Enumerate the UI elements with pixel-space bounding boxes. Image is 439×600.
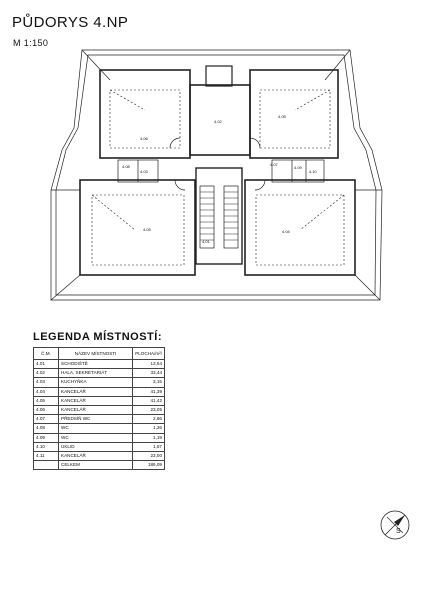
table-row: [34, 452, 165, 461]
room-area: 1,26: [133, 424, 165, 433]
room-name: KUCHYŇKA: [59, 378, 133, 387]
room-label: 4.07: [270, 162, 278, 167]
room-area: 41,39: [133, 387, 165, 396]
room-number: 4.06: [34, 406, 59, 415]
table-row: [34, 360, 165, 369]
legend-title: LEGENDA MÍSTNOSTÍ:: [33, 331, 162, 343]
room-area: 1,67: [133, 442, 165, 451]
roof-inner-outline: [56, 55, 376, 295]
table-row: [34, 406, 165, 415]
room-number: 4.04: [34, 387, 59, 396]
room-label: 4.06: [140, 136, 148, 141]
total-area: 186,09: [133, 461, 165, 470]
room-number: 4.11: [34, 452, 59, 461]
room-label: 4.05: [278, 114, 286, 119]
room-area: 41,42: [133, 396, 165, 405]
table-row: [34, 369, 165, 378]
north-arrow-icon: [378, 508, 412, 542]
room-area: 13,64: [133, 360, 165, 369]
room-label: 4.10: [309, 169, 317, 174]
room-number: 4.07: [34, 415, 59, 424]
room-area: 23,00: [133, 452, 165, 461]
total-row: [34, 461, 165, 470]
room-area: 2,66: [133, 415, 165, 424]
room-name: WC: [59, 433, 133, 442]
room-area: 33,44: [133, 369, 165, 378]
room-number: 4.08: [34, 424, 59, 433]
col-header: Č.M.: [34, 348, 59, 360]
room-area: 23,05: [133, 406, 165, 415]
table-row: [34, 387, 165, 396]
room-name: SCHODIŠTĚ: [59, 360, 133, 369]
room-label: 4.01: [202, 239, 210, 244]
room-name: WC: [59, 424, 133, 433]
room-name: PŘEDSÍŇ WC: [59, 415, 133, 424]
room-number: 4.02: [34, 369, 59, 378]
room-number: 4.01: [34, 360, 59, 369]
table-row: [34, 415, 165, 424]
table-row: [34, 396, 165, 405]
room-label: 4.08: [122, 164, 130, 169]
col-header: NÁZEV MÍSTNOSTI: [59, 348, 133, 360]
room-label: 4.02: [214, 119, 222, 124]
scale-label: M 1:150: [13, 38, 49, 48]
room-label: 4.09: [294, 165, 302, 170]
north-arrow-letter: S: [396, 528, 401, 535]
col-header: PLOCHA/m²/: [133, 348, 165, 360]
legend-table: [33, 347, 165, 470]
room-number: 4.09: [34, 433, 59, 442]
room-area: 1,19: [133, 433, 165, 442]
room-name: KANCELÁŘ: [59, 406, 133, 415]
table-row: [34, 433, 165, 442]
room-number: 4.03: [34, 378, 59, 387]
table-row: [34, 378, 165, 387]
room-name: HALA, SEKRETARIÁT: [59, 369, 133, 378]
room-name: KANCELÁŘ: [59, 387, 133, 396]
room-label: 4.05: [143, 227, 151, 232]
total-label: CELKEM: [59, 461, 133, 470]
legend-header-row: [34, 348, 165, 360]
room-name: KANCELÁŘ: [59, 396, 133, 405]
table-row: [34, 424, 165, 433]
table-row: [34, 442, 165, 451]
room-number: 4.10: [34, 442, 59, 451]
room-name: KANCELÁŘ: [59, 452, 133, 461]
page-title: PŮDORYS 4.NP: [12, 14, 129, 31]
room-area: 3,15: [133, 378, 165, 387]
room-label: 4.04: [282, 229, 290, 234]
room-number: 4.05: [34, 396, 59, 405]
room-name: ÚKLID: [59, 442, 133, 451]
room-label: 4.03: [140, 169, 148, 174]
